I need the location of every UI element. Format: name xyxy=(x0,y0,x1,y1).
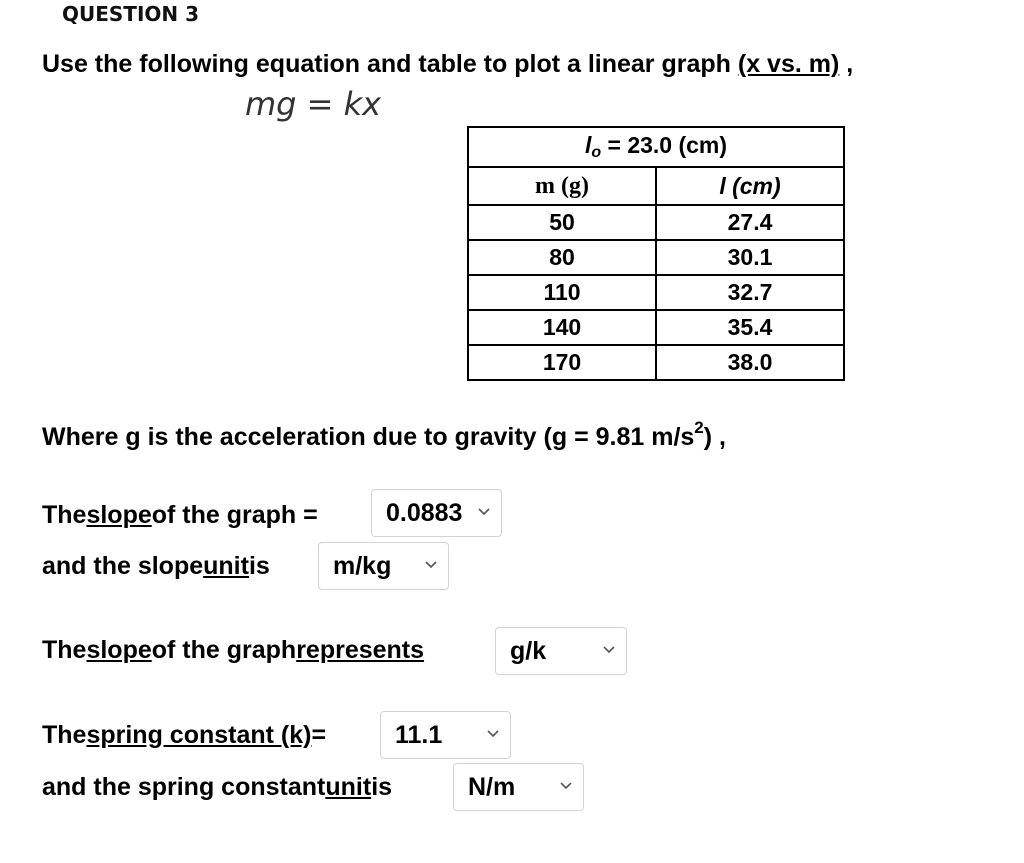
intro-suffix: , xyxy=(839,50,854,78)
slope-meaning-dropdown[interactable] xyxy=(495,627,627,675)
spring-constant-pre: The xyxy=(42,720,87,749)
cell-m: 140 xyxy=(468,310,656,345)
intro-text: Use the following equation and table to plot a linear graph xyxy=(42,50,738,78)
table-row xyxy=(468,275,844,310)
slope-meaning-word-represents: represents xyxy=(296,635,425,664)
slope-value-dropdown[interactable] xyxy=(371,489,502,537)
slope-unit-question-pre: and the slope xyxy=(42,551,204,580)
column-header-l xyxy=(656,167,844,205)
cell-l: 27.4 xyxy=(656,205,844,240)
table-row xyxy=(468,205,844,240)
chevron-down-icon xyxy=(424,557,438,571)
cell-m: 80 xyxy=(468,240,656,275)
spring-unit-selected: N/m xyxy=(468,772,516,801)
spring-constant-question xyxy=(42,710,326,760)
spring-constant-dropdown[interactable] xyxy=(380,711,511,759)
table-title xyxy=(468,127,844,167)
intro-instruction xyxy=(42,50,853,79)
slope-value-selected: 0.0883 xyxy=(386,498,463,527)
slope-meaning-pre: The xyxy=(42,635,87,664)
chevron-down-icon xyxy=(559,778,573,792)
table-title-var: l xyxy=(584,132,592,158)
slope-question xyxy=(42,490,318,540)
table-row xyxy=(468,240,844,275)
slope-unit-dropdown[interactable] xyxy=(318,542,449,590)
question-label: QUESTION 3 xyxy=(62,2,200,26)
slope-unit-question-post: is xyxy=(248,551,270,580)
slope-question-post: of the graph = xyxy=(151,500,318,529)
table-row xyxy=(468,345,844,380)
table-row xyxy=(468,310,844,345)
cell-m: 50 xyxy=(468,205,656,240)
spring-constant-post: = xyxy=(311,720,327,749)
cell-m: 170 xyxy=(468,345,656,380)
cell-l: 32.7 xyxy=(656,275,844,310)
data-table xyxy=(467,126,845,381)
cell-l: 30.1 xyxy=(656,240,844,275)
spring-unit-post: is xyxy=(371,772,393,801)
gravity-statement xyxy=(42,418,726,452)
gravity-suffix: ) , xyxy=(703,423,726,451)
cell-l: 35.4 xyxy=(656,310,844,345)
table-title-value: = 23.0 (cm) xyxy=(601,132,728,158)
spring-unit-pre: and the spring constant xyxy=(42,772,326,801)
chevron-down-icon xyxy=(602,642,616,656)
slope-meaning-selected: g/k xyxy=(510,636,547,665)
spring-constant-selected: 11.1 xyxy=(395,720,443,749)
slope-unit-question-word: unit xyxy=(203,551,249,580)
spring-unit-word: unit xyxy=(325,772,372,801)
chevron-down-icon xyxy=(477,504,491,518)
intro-axes-label: (x vs. m) xyxy=(737,50,840,78)
gravity-exponent: 2 xyxy=(694,418,704,437)
table-title-sub: o xyxy=(591,144,602,161)
slope-meaning-question xyxy=(42,625,424,675)
spring-constant-word: spring constant (k) xyxy=(86,720,312,749)
slope-meaning-word-slope: slope xyxy=(86,635,152,664)
cell-l: 38.0 xyxy=(656,345,844,380)
gravity-text: Where g is the acceleration due to gravity (g = 9.81 m/s xyxy=(42,423,695,451)
equation: mg = kx xyxy=(245,85,382,123)
column-header-l-var: l xyxy=(719,172,726,199)
chevron-down-icon xyxy=(486,726,500,740)
spring-unit-dropdown[interactable] xyxy=(453,763,584,811)
column-header-m: m (g) xyxy=(468,167,656,205)
slope-unit-selected: m/kg xyxy=(333,551,392,580)
slope-question-pre: The xyxy=(42,500,87,529)
column-header-l-unit: (cm) xyxy=(725,172,781,199)
slope-question-word: slope xyxy=(86,500,152,529)
cell-m: 110 xyxy=(468,275,656,310)
slope-unit-question xyxy=(42,541,270,591)
spring-unit-question xyxy=(42,762,392,812)
slope-meaning-mid: of the graph xyxy=(151,635,297,664)
